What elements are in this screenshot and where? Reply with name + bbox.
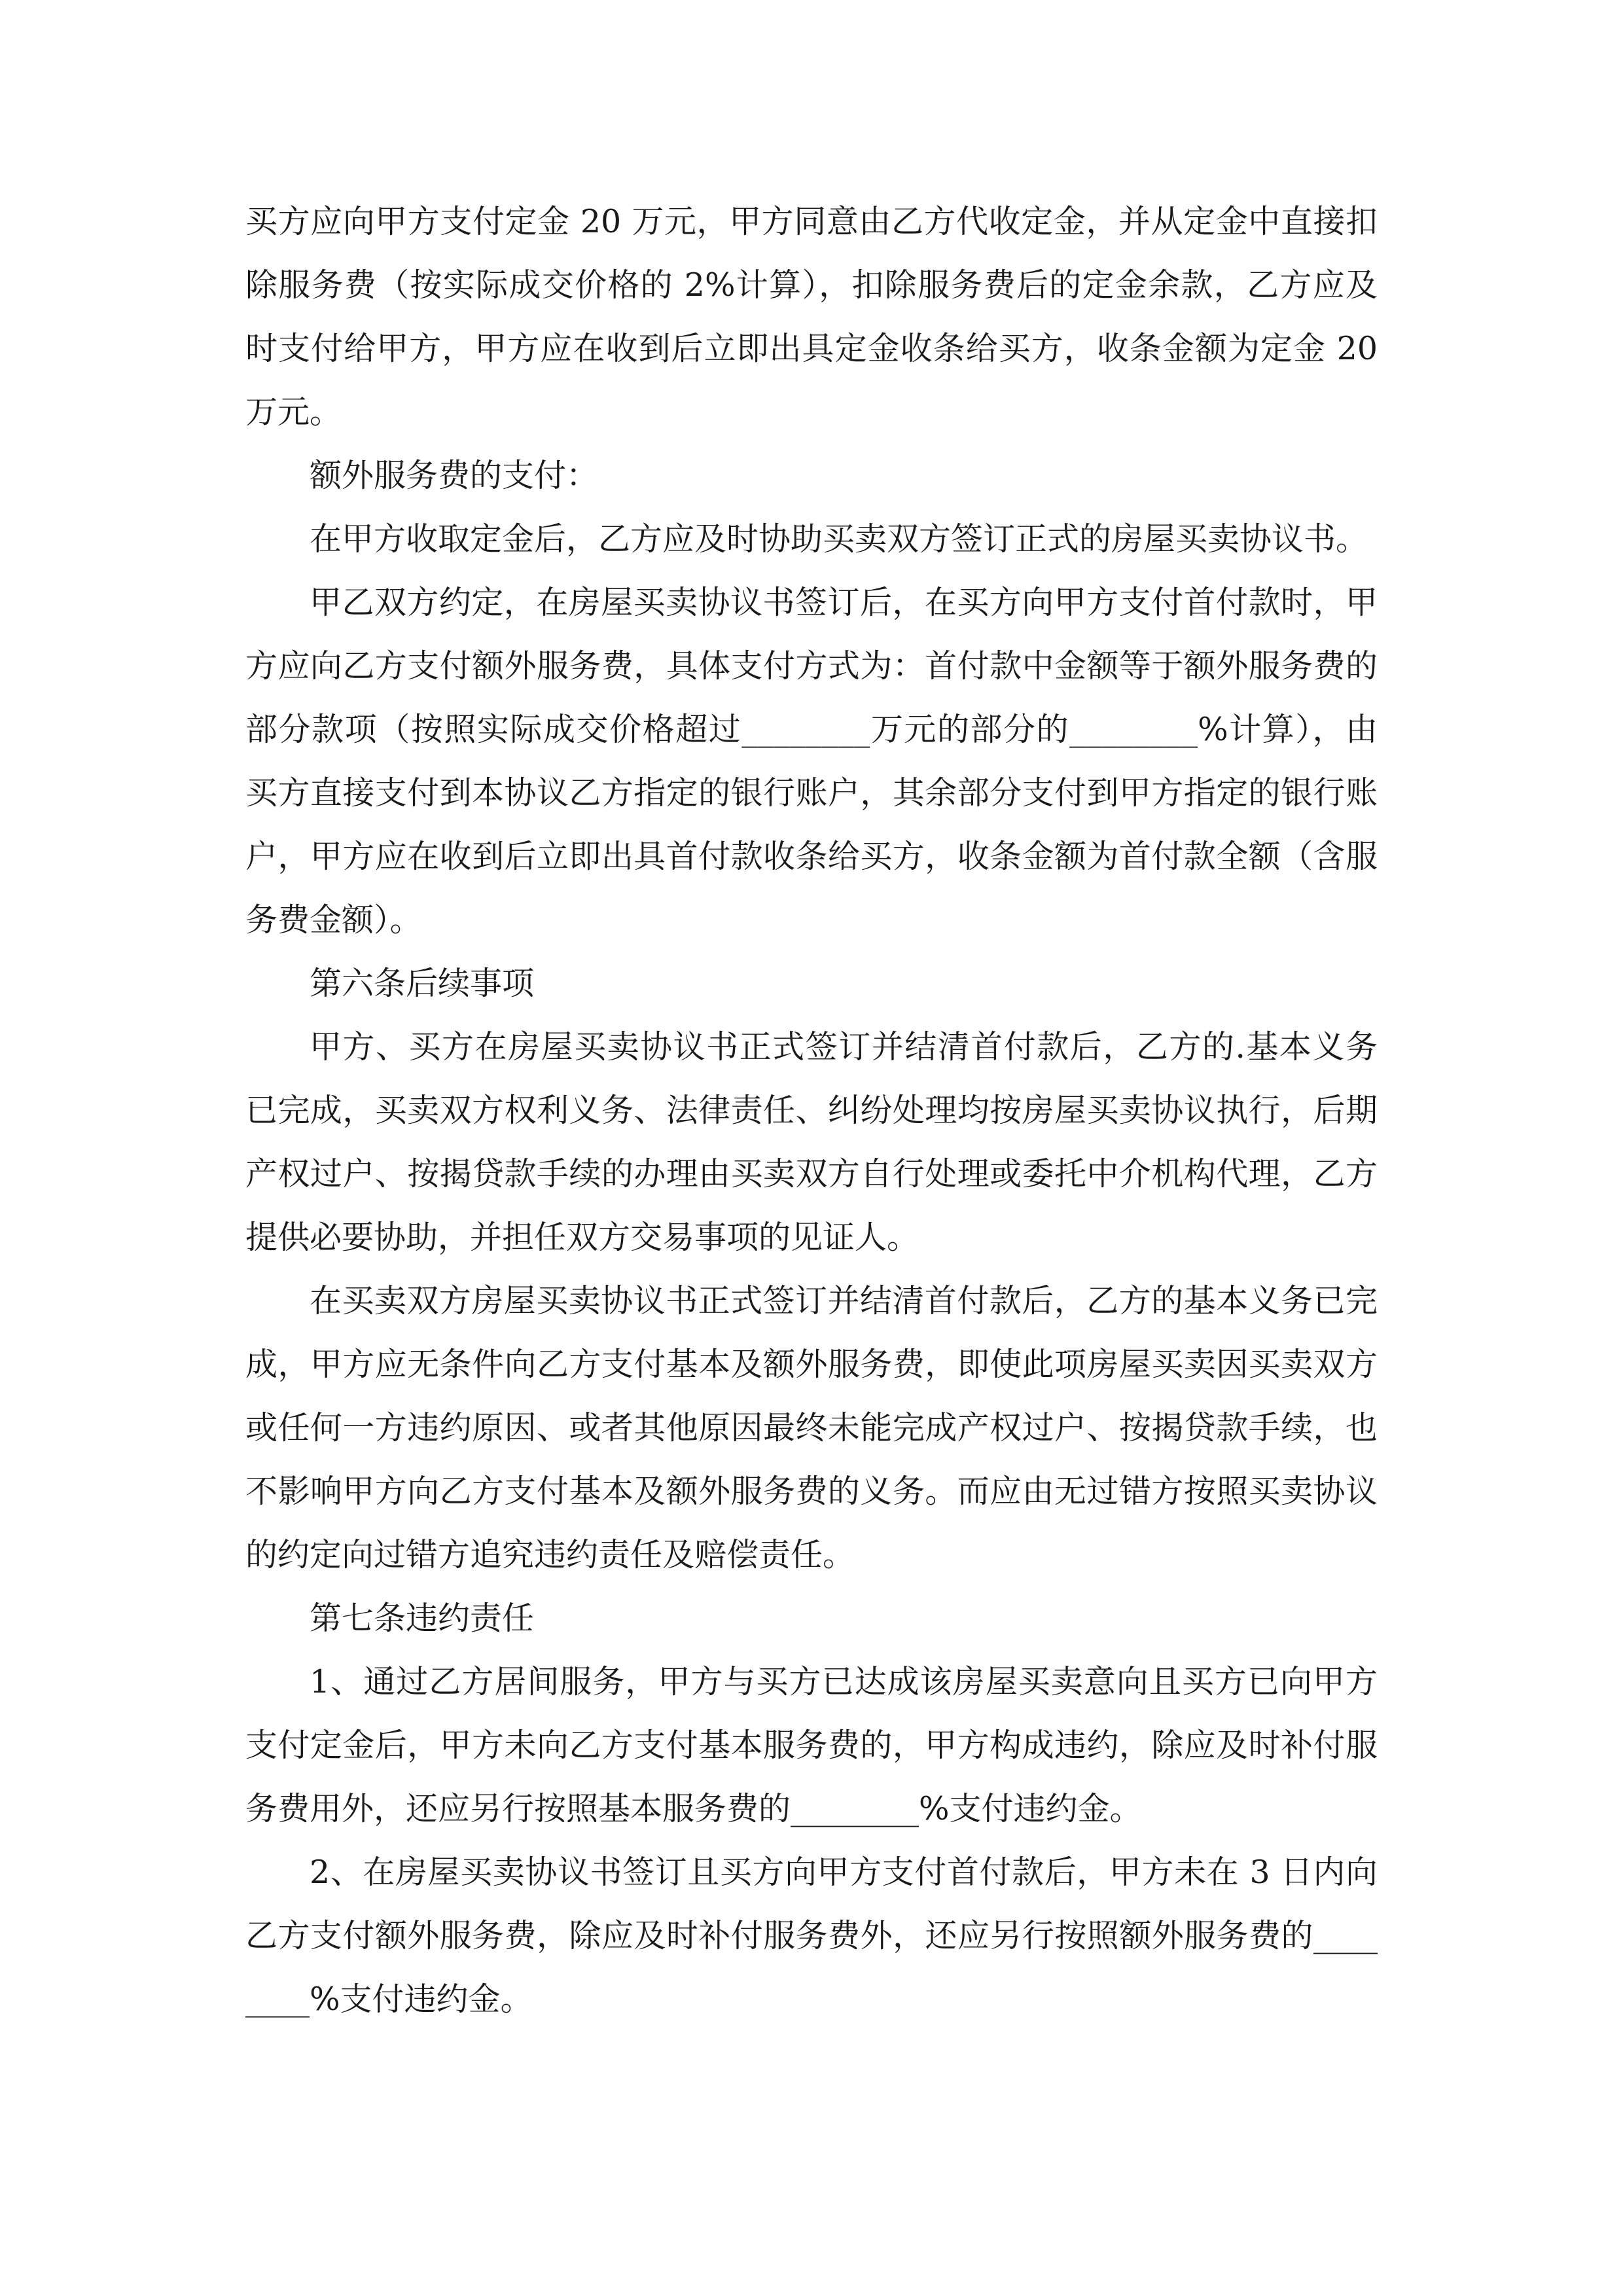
paragraph-extra-fee-heading: 额外服务费的支付： (310, 457, 599, 494)
document-body (245, 190, 1388, 2031)
paragraph-basic-obligation: 甲方、买方在房屋买卖协议书正式签订并结清首付款后，乙方的.基本义务已完成，买卖双方权利义务、法律责任、纠纷处理均按房屋买卖协议执行，后期产权过户、按揭贷款手续的办理由买卖双方自行处理或委托中介机构代理，乙方提供必要协助，并担任双方交易事项的见证人。 (245, 1028, 1378, 1256)
section-heading-article-7: 第七条违约责任 (310, 1600, 535, 1637)
paragraph-assist-signing: 在甲方收取定金后，乙方应及时协助买卖双方签订正式的房屋买卖协议书。 (310, 520, 1368, 558)
paragraph-unconditional-payment: 在买卖双方房屋买卖协议书正式签订并结清首付款后，乙方的基本义务已完成，甲方应无条件向乙方支付基本及额外服务费，即使此项房屋买卖因买卖双方或任何一方违约原因、或者其他原因最终未能完成产权过户、按揭贷款手续，也不影响甲方向乙方支付基本及额外服务费的义务。而应由无过错方按照买卖协议的约定向过错方追究违约责任及赔偿责任。 (245, 1282, 1378, 1573)
paragraph-extra-fee-terms: 甲乙双方约定，在房屋买卖协议书签订后，在买方向甲方支付首付款时，甲方应向乙方支付额外服务费，具体支付方式为：首付款中金额等于额外服务费的部分款项（按照实际成交价格超过________万元的部分的________%计算），由买方直接支付到本协议乙方指定的银行账户，其余部分支付到甲方指定的银行账户，甲方应在收到后立即出具首付款收条给买方，收条金额为首付款全额（含服务费金额）。 (245, 584, 1378, 939)
paragraph-deposit-payment: 买方应向甲方支付定金 20 万元，甲方同意由乙方代收定金，并从定金中直接扣除服务费（按实际成交价格的 2%计算），扣除服务费后的定金余款，乙方应及时支付给甲方，甲方应在收到后立即出具定金收条给买方，收条金额为定金 20 万元。 (245, 203, 1388, 431)
section-heading-article-6: 第六条后续事项 (310, 965, 535, 1002)
paragraph-breach-item-1: 1、通过乙方居间服务，甲方与买方已达成该房屋买卖意向且买方已向甲方支付定金后，甲方未向乙方支付基本服务费的，甲方构成违约，除应及时补付服务费用外，还应另行按照基本服务费的________%支付违约金。 (245, 1663, 1378, 1827)
paragraph-breach-item-2: 2、在房屋买卖协议书签订且买方向甲方支付首付款后，甲方未在 3 日内向乙方支付额外服务费，除应及时补付服务费外，还应另行按照额外服务费的________%支付违约金。 (245, 1854, 1378, 2018)
